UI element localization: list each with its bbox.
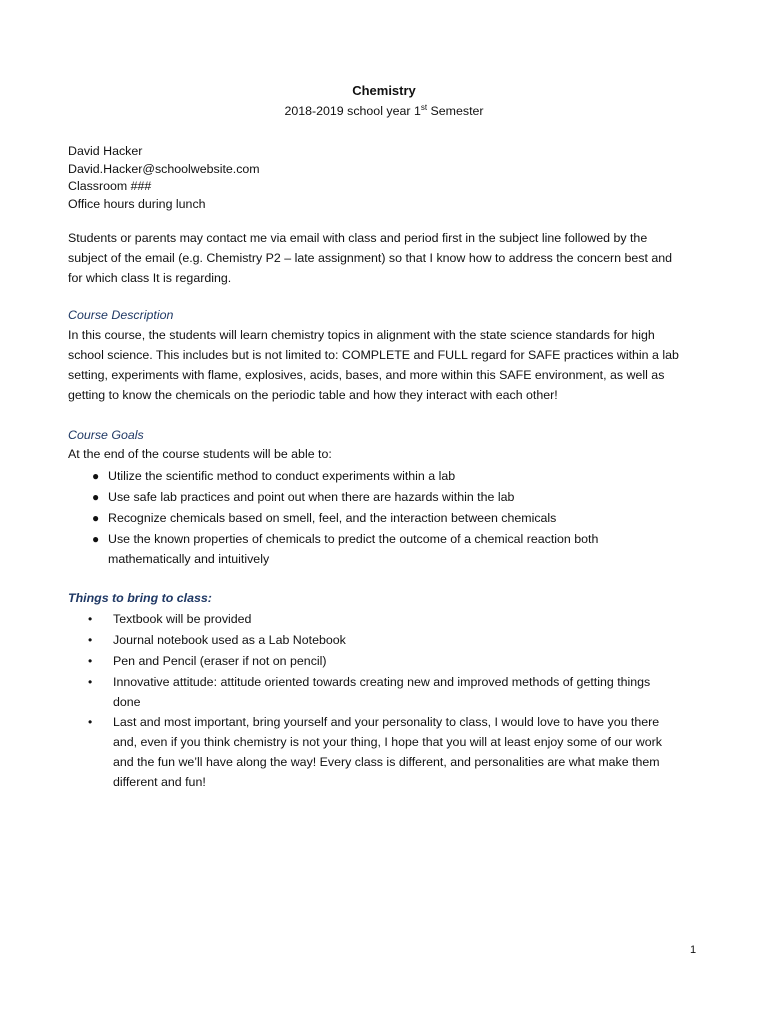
bullet-icon: ●	[92, 469, 100, 483]
bullet-icon: ●	[92, 532, 100, 546]
list-item-text: different and fun!	[113, 775, 206, 789]
paragraph-line: subject of the email (e.g. Chemistry P2 – late assignment) so that I know how to address the concern best and	[68, 251, 673, 265]
paragraph-line: setting, experiments with flame, explosives, acids, bases, and more within this SAFE environment, as well as	[68, 368, 665, 382]
list-item-text: Use the known properties of chemicals to predict the outcome of a chemical reaction both	[108, 532, 599, 546]
bullet-icon: ●	[92, 490, 100, 504]
bullet-icon: •	[88, 612, 93, 626]
subtitle-text: 2018-2019 school year 1	[284, 104, 421, 118]
list-item-text: and, even if you think chemistry is not your thing, I hope that you will at least enjoy some of our work	[113, 735, 662, 749]
course-description-text	[68, 325, 688, 405]
list-item-text: Textbook will be provided	[113, 612, 252, 626]
bullet-icon: •	[88, 654, 93, 668]
list-item-text: Innovative attitude: attitude oriented towards creating new and improved methods of getting things	[113, 675, 651, 689]
teacher-name: David Hacker	[68, 144, 143, 158]
paragraph-line: In this course, the students will learn chemistry topics in alignment with the state science standards for high	[68, 328, 655, 342]
list-item-text: Last and most important, bring yourself and your personality to class, I would love to have you there	[113, 715, 660, 729]
teacher-email: David.Hacker@schoolwebsite.com	[68, 162, 260, 176]
subtitle-superscript: st	[420, 102, 428, 112]
contact-instructions	[68, 228, 688, 288]
bullet-icon: •	[88, 715, 93, 729]
bullet-icon: •	[88, 675, 93, 689]
course-goals-intro: At the end of the course students will be able to:	[68, 447, 332, 461]
list-item-text: Utilize the scientific method to conduct experiments within a lab	[108, 469, 456, 483]
paragraph-line: school science. This includes but is not limited to: COMPLETE and FULL regard for SAFE practices within a lab	[68, 348, 679, 362]
list-item-text: and the fun we’ll have along the way! Every class is different, and personalities are what make them	[113, 755, 660, 769]
page-number: 1	[690, 944, 697, 956]
list-item-text: Pen and Pencil (eraser if not on pencil)	[113, 654, 327, 668]
list-item-text: done	[113, 695, 141, 709]
list-item-text: mathematically and intuitively	[108, 552, 270, 566]
list-item-text: Recognize chemicals based on smell, feel, and the interaction between chemicals	[108, 511, 557, 525]
document-subtitle	[0, 103, 768, 119]
course-goals-heading: Course Goals	[68, 428, 144, 442]
classroom-info: Classroom ###	[68, 179, 152, 193]
list-item-text: Use safe lab practices and point out when there are hazards within the lab	[108, 490, 515, 504]
course-description-heading: Course Description	[68, 308, 174, 322]
paragraph-line: for which class It is regarding.	[68, 271, 232, 285]
subtitle-suffix: Semester	[427, 104, 484, 118]
office-hours: Office hours during lunch	[68, 197, 206, 211]
document-title: Chemistry	[352, 83, 416, 98]
paragraph-line: getting to know the chemicals on the periodic table and how they interact with each other!	[68, 388, 558, 402]
bullet-icon: ●	[92, 511, 100, 525]
things-to-bring-heading: Things to bring to class:	[68, 591, 212, 605]
bullet-icon: •	[88, 633, 93, 647]
paragraph-line: Students or parents may contact me via email with class and period first in the subject line followed by the	[68, 231, 648, 245]
list-item-text: Journal notebook used as a Lab Notebook	[113, 633, 346, 647]
